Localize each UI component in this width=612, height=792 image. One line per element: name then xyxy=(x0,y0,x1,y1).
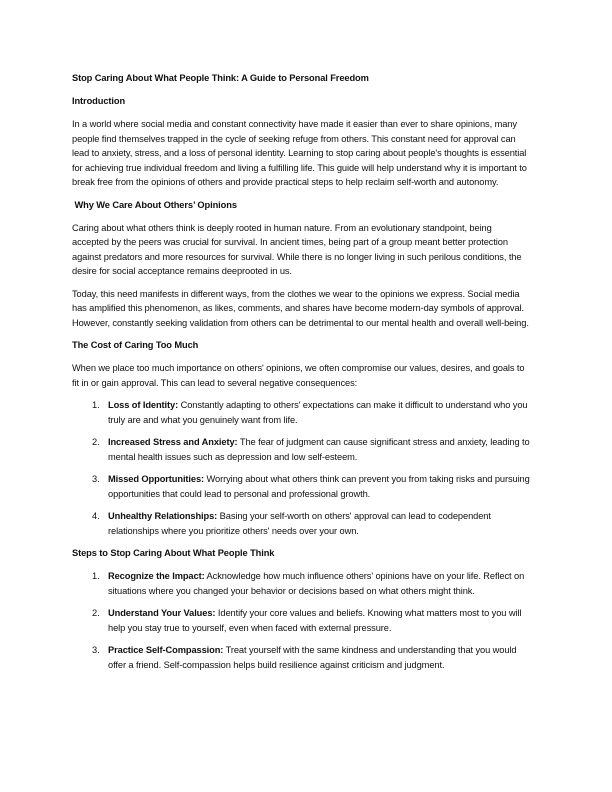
list-text: Constantly adapting to others' expectations can make it difficult to understand who you truly are and what you genuinely want from life. xyxy=(108,400,528,425)
steps-list xyxy=(72,569,530,672)
list-item xyxy=(72,435,530,464)
list-number: 3. xyxy=(92,474,100,484)
paragraph: Caring about what others think is deeply rooted in human nature. From an evolutionary standpoint, being accepted by the peers was crucial for survival. In ancient times, being part of a group meant better protection against predators and more resources for survival. While there is no longer living in such perilous conditions, the desire for social acceptance remains deeprooted in us. xyxy=(72,222,522,276)
list-term: Unhealthy Relationships: xyxy=(108,511,218,521)
paragraph: Today, this need manifests in different ways, from the clothes we wear to the opinions we express. Social media has amplified this phenomenon, as likes, comments, and shares have become modern-day symbols of approval. However, constantly seeking validation from others can be detrimental to our mental health and overall well-being. xyxy=(72,288,529,328)
list-number: 2. xyxy=(92,437,100,447)
list-term: Loss of Identity: xyxy=(108,400,179,410)
list-text: Basing your self-worth on others' approval can lead to codependent relationships where you prioritize others' needs over your own. xyxy=(108,511,491,536)
list-item xyxy=(72,398,530,427)
list-number: 1. xyxy=(92,400,100,410)
list-term: Practice Self-Compassion: xyxy=(108,645,224,655)
consequences-list xyxy=(72,398,530,538)
list-text: Identify your core values and beliefs. Knowing what matters most to you will help you stay true to yourself, even when faced with external pressure. xyxy=(108,608,522,633)
list-item xyxy=(72,606,530,635)
list-item xyxy=(72,509,530,538)
list-term: Missed Opportunities: xyxy=(108,474,205,484)
list-text: The fear of judgment can cause significant stress and anxiety, leading to mental health issues such as depression and low self-esteem. xyxy=(108,437,530,462)
document-title: Stop Caring About What People Think: A Guide to Personal Freedom xyxy=(72,73,369,83)
heading-steps: Steps to Stop Caring About What People Think xyxy=(72,548,275,558)
heading-why-we-care: Why We Care About Others’ Opinions xyxy=(72,199,237,210)
list-item xyxy=(72,643,530,672)
list-item xyxy=(72,569,530,598)
heading-introduction: Introduction xyxy=(72,96,126,106)
paragraph: In a world where social media and constant connectivity have made it easier than ever to share opinions, many people find themselves trapped in the cycle of seeking refuge from others. This constant need for approval can lead to anxiety, stress, and a loss of personal identity. Learning to stop caring about people's thoughts is essential for achieving true individual freedom and living a fulfilling life. This guide will help understand why it is important to break free from the opinions of others and provide practical steps to help reclaim self-worth and autonomy. xyxy=(72,119,527,187)
list-number: 1. xyxy=(92,571,100,581)
paragraph: When we place too much importance on others' opinions, we often compromise our values, desires, and goals to fit in or gain approval. This can lead to several negative consequences: xyxy=(72,363,525,388)
list-item xyxy=(72,472,530,501)
document-page xyxy=(72,71,530,680)
list-term: Understand Your Values: xyxy=(108,608,216,618)
list-number: 4. xyxy=(92,511,100,521)
heading-cost: The Cost of Caring Too Much xyxy=(72,340,199,350)
list-text: Treat yourself with the same kindness and understanding that you would offer a friend. Self-compassion helps build resilience against criticism and judgment. xyxy=(108,645,517,670)
list-term: Recognize the Impact: xyxy=(108,571,205,581)
list-number: 3. xyxy=(92,645,100,655)
list-term: Increased Stress and Anxiety: xyxy=(108,437,238,447)
list-text: Acknowledge how much influence others' opinions have on your life. Reflect on situations where you changed your behavior or decisions based on what others might think. xyxy=(108,571,525,596)
list-number: 2. xyxy=(92,608,100,618)
list-text: Worrying about what others think can prevent you from taking risks and pursuing opportunities that could lead to personal and professional growth. xyxy=(108,474,530,499)
